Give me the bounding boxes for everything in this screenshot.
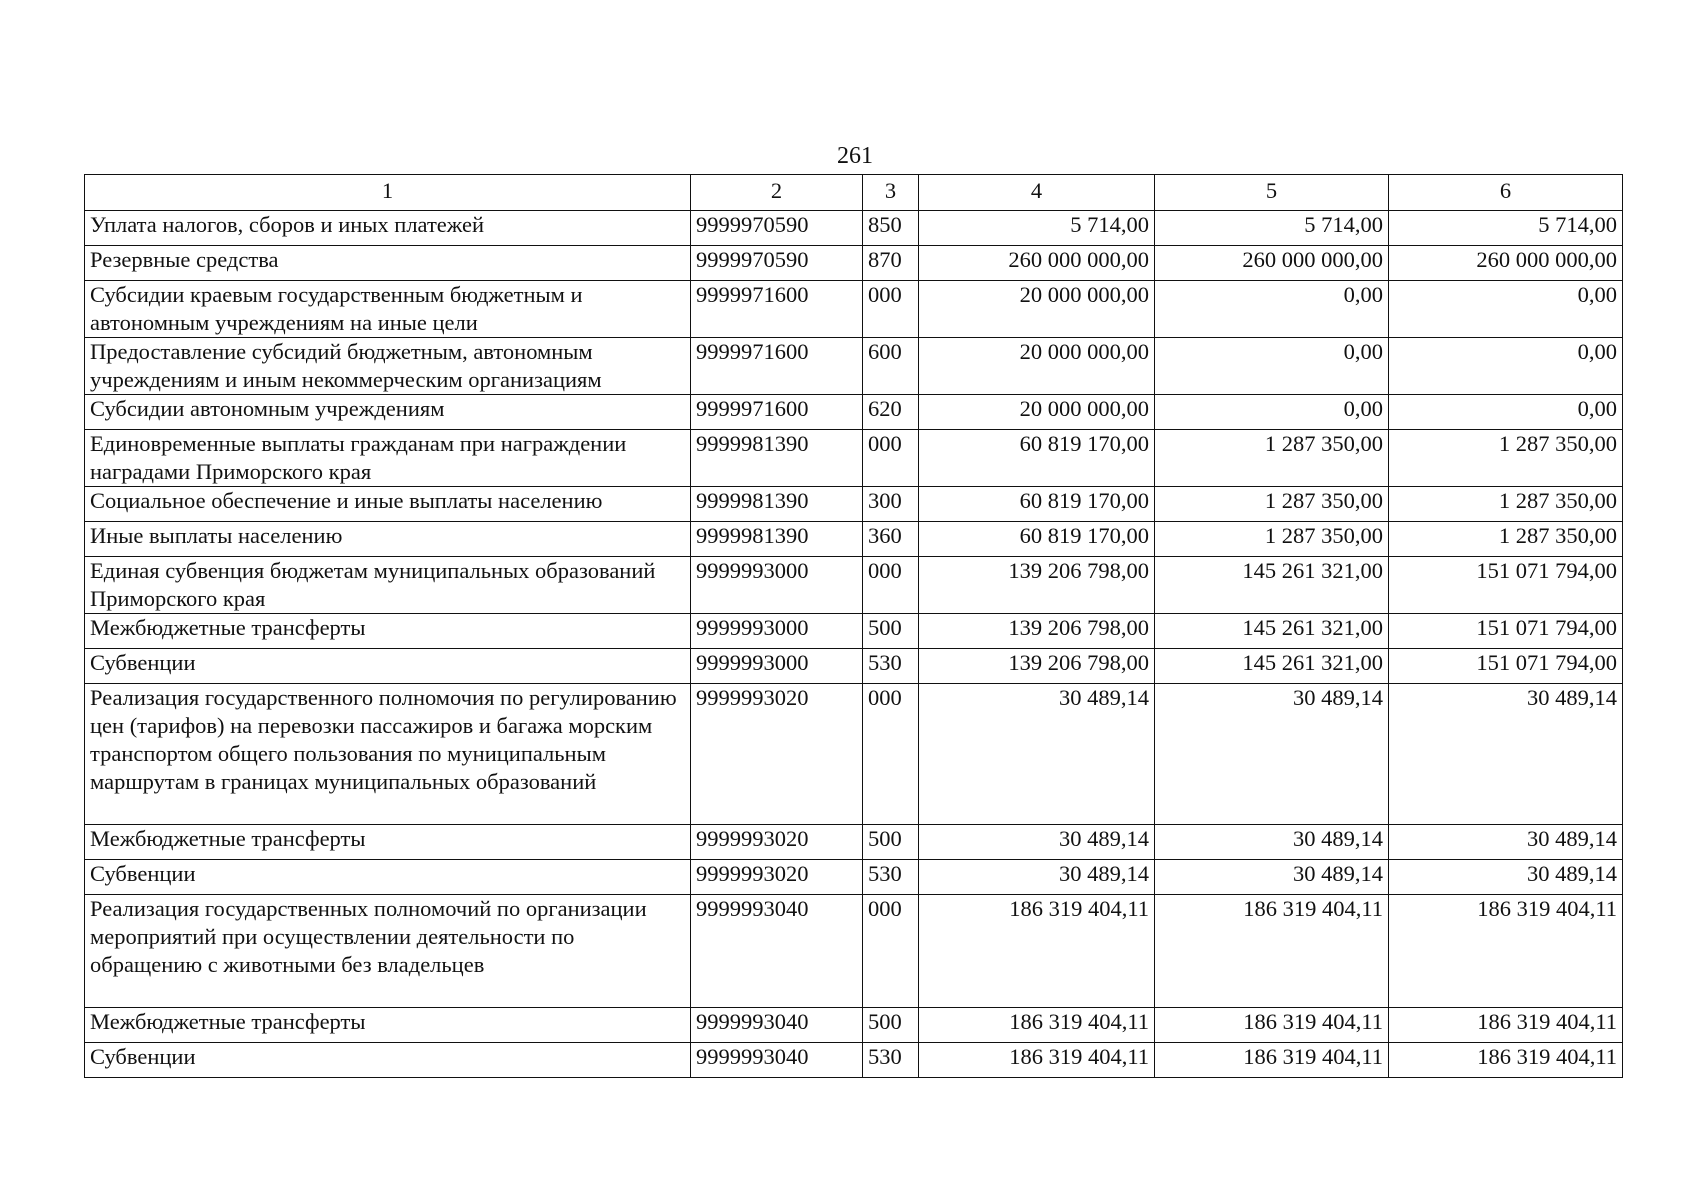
- row-amount-5: 30 489,14: [1155, 860, 1389, 895]
- row-expense-type: 600: [863, 338, 919, 395]
- row-expense-type: 530: [863, 860, 919, 895]
- row-name: Резервные средства: [85, 246, 691, 281]
- row-target-code: 9999971600: [691, 395, 863, 430]
- row-target-code: 9999970590: [691, 246, 863, 281]
- table-row: [85, 246, 1623, 281]
- row-expense-type: 530: [863, 649, 919, 684]
- row-amount-5: 1 287 350,00: [1155, 430, 1389, 487]
- row-amount-5: 30 489,14: [1155, 825, 1389, 860]
- row-name: Единая субвенция бюджетам муниципальных образований Приморского края: [85, 557, 691, 614]
- table-row: [85, 895, 1623, 1008]
- row-target-code: 9999993000: [691, 649, 863, 684]
- row-amount-5: 145 261 321,00: [1155, 614, 1389, 649]
- row-target-code: 9999993020: [691, 684, 863, 825]
- row-expense-type: 500: [863, 825, 919, 860]
- column-header: 2: [691, 175, 863, 211]
- row-expense-type: 000: [863, 684, 919, 825]
- row-amount-4: 30 489,14: [919, 684, 1155, 825]
- row-amount-4: 139 206 798,00: [919, 557, 1155, 614]
- row-amount-4: 186 319 404,11: [919, 1008, 1155, 1043]
- row-amount-4: 20 000 000,00: [919, 338, 1155, 395]
- table-row: [85, 649, 1623, 684]
- row-name: Единовременные выплаты гражданам при награждении наградами Приморского края: [85, 430, 691, 487]
- row-amount-6: 1 287 350,00: [1389, 522, 1623, 557]
- row-name: Межбюджетные трансферты: [85, 825, 691, 860]
- table-row: [85, 1008, 1623, 1043]
- table-row: [85, 860, 1623, 895]
- row-amount-5: 260 000 000,00: [1155, 246, 1389, 281]
- row-target-code: 9999993040: [691, 895, 863, 1008]
- table-header-row: [85, 175, 1623, 211]
- row-amount-5: 186 319 404,11: [1155, 1008, 1389, 1043]
- row-name: Субсидии краевым государственным бюджетным и автономным учреждениям на иные цели: [85, 281, 691, 338]
- table-row: [85, 1043, 1623, 1078]
- row-amount-5: 1 287 350,00: [1155, 522, 1389, 557]
- row-target-code: 9999993040: [691, 1043, 863, 1078]
- row-amount-6: 30 489,14: [1389, 825, 1623, 860]
- row-amount-6: 1 287 350,00: [1389, 487, 1623, 522]
- row-name: Субвенции: [85, 860, 691, 895]
- row-amount-4: 139 206 798,00: [919, 614, 1155, 649]
- row-expense-type: 870: [863, 246, 919, 281]
- table-row: [85, 522, 1623, 557]
- row-amount-4: 30 489,14: [919, 860, 1155, 895]
- row-name: Межбюджетные трансферты: [85, 1008, 691, 1043]
- row-expense-type: 360: [863, 522, 919, 557]
- row-name: Уплата налогов, сборов и иных платежей: [85, 211, 691, 246]
- row-amount-6: 186 319 404,11: [1389, 1008, 1623, 1043]
- row-name: Реализация государственных полномочий по организации мероприятий при осуществлении деятельности по обращению с животными без владельцев: [85, 895, 691, 1008]
- row-amount-6: 151 071 794,00: [1389, 557, 1623, 614]
- row-amount-6: 0,00: [1389, 281, 1623, 338]
- row-target-code: 9999981390: [691, 522, 863, 557]
- row-name: Субвенции: [85, 649, 691, 684]
- column-header: 4: [919, 175, 1155, 211]
- row-amount-6: 151 071 794,00: [1389, 649, 1623, 684]
- row-target-code: 9999981390: [691, 430, 863, 487]
- row-expense-type: 620: [863, 395, 919, 430]
- column-header: 6: [1389, 175, 1623, 211]
- row-target-code: 9999971600: [691, 338, 863, 395]
- row-name: Субвенции: [85, 1043, 691, 1078]
- row-amount-5: 145 261 321,00: [1155, 649, 1389, 684]
- row-amount-6: 186 319 404,11: [1389, 895, 1623, 1008]
- row-amount-5: 0,00: [1155, 395, 1389, 430]
- column-header: 3: [863, 175, 919, 211]
- row-name: Предоставление субсидий бюджетным, автономным учреждениям и иным некоммерческим организациям: [85, 338, 691, 395]
- table-row: [85, 614, 1623, 649]
- row-expense-type: 500: [863, 1008, 919, 1043]
- row-target-code: 9999993000: [691, 614, 863, 649]
- table-row: [85, 487, 1623, 522]
- row-amount-4: 20 000 000,00: [919, 281, 1155, 338]
- row-amount-4: 60 819 170,00: [919, 487, 1155, 522]
- row-amount-5: 1 287 350,00: [1155, 487, 1389, 522]
- row-amount-6: 30 489,14: [1389, 684, 1623, 825]
- row-amount-6: 151 071 794,00: [1389, 614, 1623, 649]
- row-target-code: 9999970590: [691, 211, 863, 246]
- row-expense-type: 000: [863, 557, 919, 614]
- row-amount-4: 186 319 404,11: [919, 1043, 1155, 1078]
- table-row: [85, 281, 1623, 338]
- row-amount-4: 20 000 000,00: [919, 395, 1155, 430]
- column-header: 1: [85, 175, 691, 211]
- row-amount-6: 1 287 350,00: [1389, 430, 1623, 487]
- table-row: [85, 211, 1623, 246]
- column-header: 5: [1155, 175, 1389, 211]
- row-name: Субсидии автономным учреждениям: [85, 395, 691, 430]
- row-amount-5: 0,00: [1155, 281, 1389, 338]
- row-target-code: 9999993020: [691, 860, 863, 895]
- table-row: [85, 684, 1623, 825]
- row-amount-4: 186 319 404,11: [919, 895, 1155, 1008]
- row-amount-5: 145 261 321,00: [1155, 557, 1389, 614]
- row-amount-6: 0,00: [1389, 395, 1623, 430]
- row-amount-5: 186 319 404,11: [1155, 895, 1389, 1008]
- row-expense-type: 000: [863, 430, 919, 487]
- row-name: Иные выплаты населению: [85, 522, 691, 557]
- row-amount-4: 30 489,14: [919, 825, 1155, 860]
- row-amount-6: 260 000 000,00: [1389, 246, 1623, 281]
- row-amount-4: 60 819 170,00: [919, 522, 1155, 557]
- row-expense-type: 000: [863, 895, 919, 1008]
- budget-table: [84, 174, 1623, 1078]
- row-amount-6: 30 489,14: [1389, 860, 1623, 895]
- row-target-code: 9999971600: [691, 281, 863, 338]
- row-target-code: 9999993020: [691, 825, 863, 860]
- row-name: Межбюджетные трансферты: [85, 614, 691, 649]
- row-target-code: 9999993040: [691, 1008, 863, 1043]
- row-target-code: 9999993000: [691, 557, 863, 614]
- page-number: 261: [837, 143, 873, 169]
- row-amount-4: 260 000 000,00: [919, 246, 1155, 281]
- row-amount-5: 5 714,00: [1155, 211, 1389, 246]
- row-expense-type: 530: [863, 1043, 919, 1078]
- row-amount-6: 0,00: [1389, 338, 1623, 395]
- row-expense-type: 500: [863, 614, 919, 649]
- table-row: [85, 557, 1623, 614]
- row-amount-5: 30 489,14: [1155, 684, 1389, 825]
- table-row: [85, 430, 1623, 487]
- row-amount-4: 5 714,00: [919, 211, 1155, 246]
- row-name: Реализация государственного полномочия по регулированию цен (тарифов) на перевозки пассажиров и багажа морским транспортом общего пользования по муниципальным маршрутам в границах муниципальных образований: [85, 684, 691, 825]
- table-row: [85, 338, 1623, 395]
- row-expense-type: 850: [863, 211, 919, 246]
- row-amount-5: 0,00: [1155, 338, 1389, 395]
- row-amount-4: 60 819 170,00: [919, 430, 1155, 487]
- row-amount-5: 186 319 404,11: [1155, 1043, 1389, 1078]
- row-name: Социальное обеспечение и иные выплаты населению: [85, 487, 691, 522]
- row-amount-6: 186 319 404,11: [1389, 1043, 1623, 1078]
- table-row: [85, 825, 1623, 860]
- row-amount-6: 5 714,00: [1389, 211, 1623, 246]
- table-row: [85, 395, 1623, 430]
- row-expense-type: 000: [863, 281, 919, 338]
- row-expense-type: 300: [863, 487, 919, 522]
- row-amount-4: 139 206 798,00: [919, 649, 1155, 684]
- row-target-code: 9999981390: [691, 487, 863, 522]
